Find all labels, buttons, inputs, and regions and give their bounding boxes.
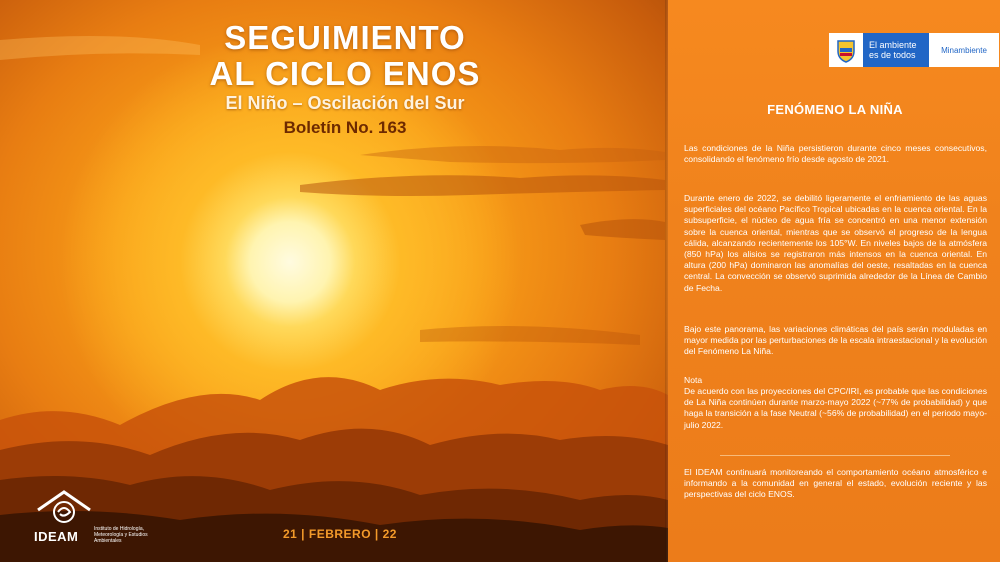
- paragraph-1: Las condiciones de la Niña persistieron durante cinco meses consecutivos, consolidando el fenómeno frío desde agosto de 2021.: [684, 143, 987, 165]
- bulletin-number: Boletín No. 163: [283, 118, 407, 137]
- slogan-box: [863, 33, 929, 67]
- closing-paragraph: El IDEAM continuará monitoreando el comportamiento océano atmosférico e informando a la comunidad en general el estado, evolución reciente y las perspectivas del ciclo ENOS.: [684, 467, 987, 500]
- ministry-name: Minambiente: [929, 33, 999, 67]
- bulletin-date: 21 | FEBRERO | 22: [283, 527, 397, 541]
- subtitle: El Niño – Oscilación del Sur: [225, 93, 465, 113]
- slogan-line2: es de todos: [869, 50, 916, 60]
- title-block: [150, 20, 540, 138]
- ideam-name: IDEAM: [34, 529, 79, 544]
- title-line1: SEGUIMIENTO: [224, 19, 466, 56]
- coat-of-arms-icon: [829, 33, 863, 67]
- ideam-full-name: Instituto de Hidrología, Meteorología y Estudios Ambientales: [94, 526, 148, 544]
- note-text: De acuerdo con las proyecciones del CPC/IRI, es probable que las condiciones de La Niña continúen durante marzo-mayo 2022 (~77% de probabilidad) y que haga la transición a la fase Neutral (~56% de probabilidad) en el periodo mayo-julio 2022.: [684, 386, 987, 430]
- separator-line: [720, 455, 950, 456]
- ideam-logo-icon: [34, 488, 94, 524]
- paragraph-2: Durante enero de 2022, se debilitó ligeramente el enfriamiento de las aguas superficiales del océano Pacífico Tropical ubicadas en la cuenca oriental. En la subsuperficie, el núcleo de agua fría se concentró en una menor extensión sobre la cuenca oriental, mientras que se observó el progreso de la lengua cálida, alcanzando recientemente los 105°W. En niveles bajos de la atmósfera (850 hPa) los alisios se registraron más intensos en la cuenca oriental. En altura (200 hPa) dominaron las anomalías del oeste, resaltadas en la cuenca central. La convección se observó suprimida alrededor de la Línea de Cambio de Fecha.: [684, 193, 987, 293]
- slogan-line1: El ambiente: [869, 40, 917, 50]
- section-title: FENÓMENO LA NIÑA: [767, 102, 903, 117]
- title-line2: AL CICLO ENOS: [209, 55, 481, 92]
- paragraph-3: Bajo este panorama, las variaciones climáticas del país serán moduladas en mayor medida por las perturbaciones de la escala intraestacional y la evolución del Fenómeno La Niña.: [684, 324, 987, 357]
- minambiente-logo: [829, 33, 999, 67]
- note-label: Nota: [684, 375, 703, 385]
- ideam-logo: [34, 488, 148, 544]
